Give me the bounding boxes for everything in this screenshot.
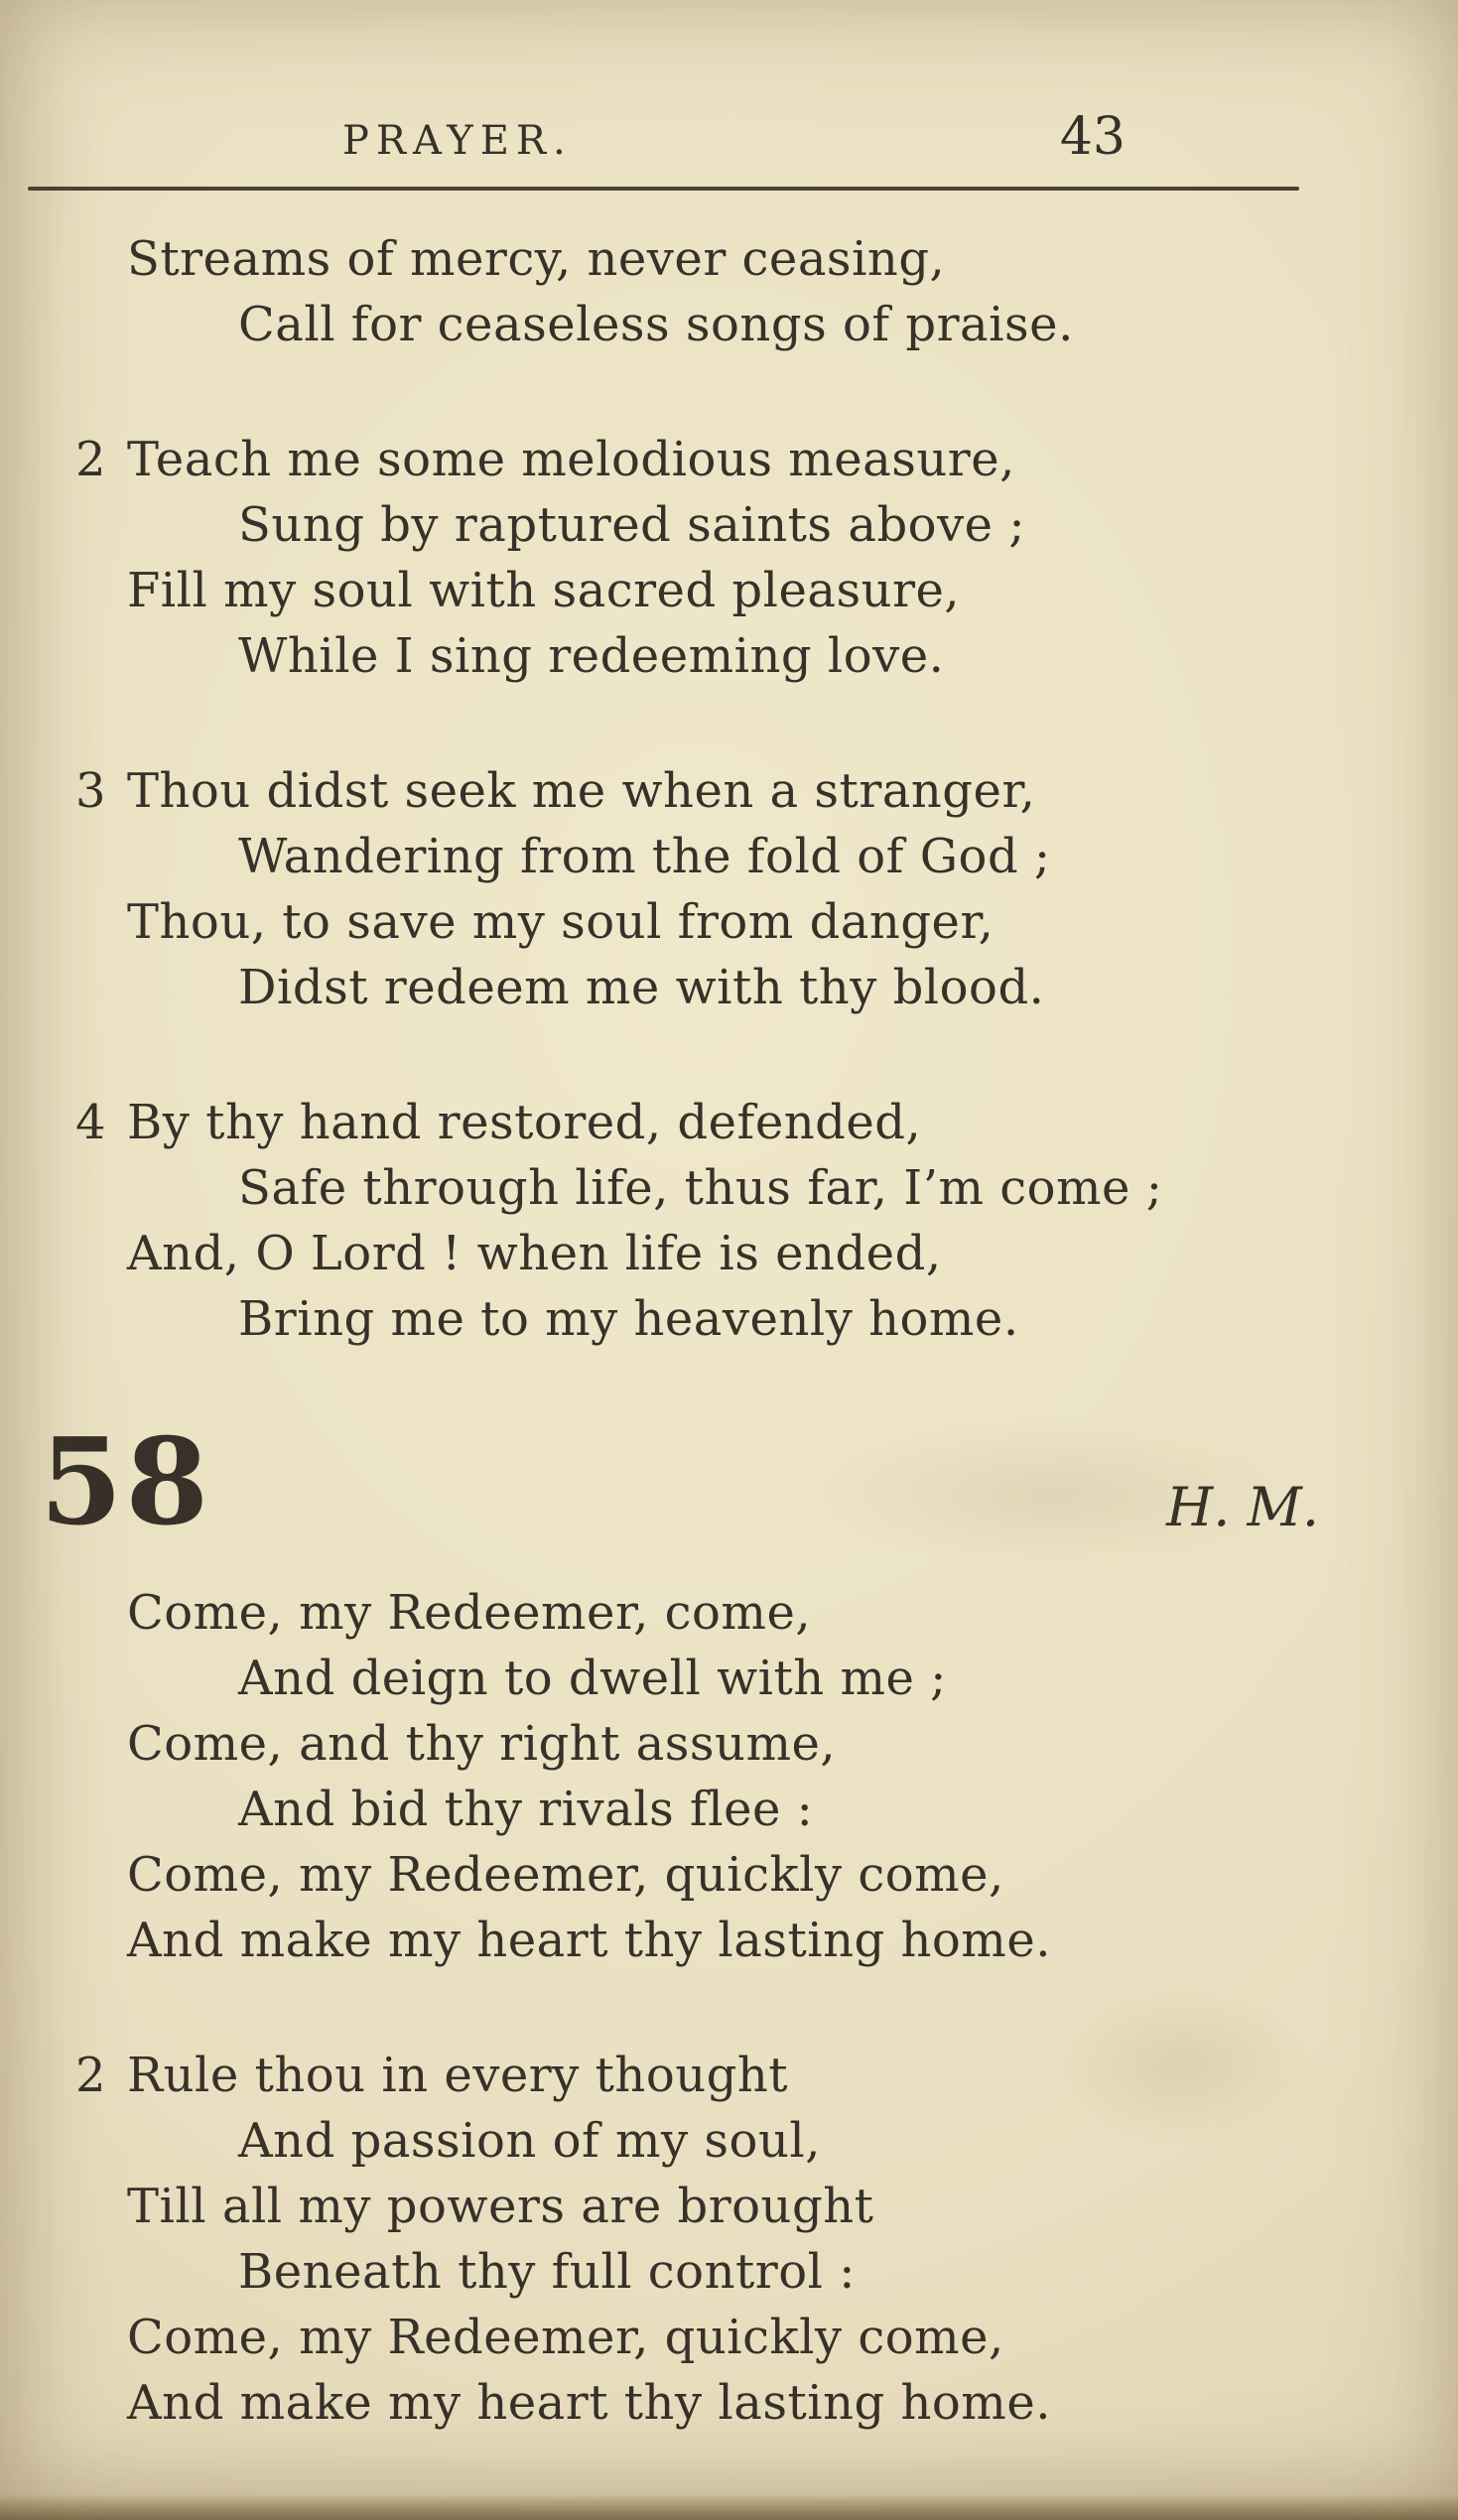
- hymn-heading: [40, 1412, 1319, 1552]
- verse-line: Safe through life, thus far, I’m come ;: [238, 1160, 1163, 1216]
- page-bottom-edge: [0, 2494, 1458, 2520]
- verse-line: And make my heart thy lasting home.: [127, 1913, 1051, 1968]
- verse-line: And bid thy rivals flee :: [238, 1782, 814, 1837]
- stanza-number: 2: [75, 432, 106, 487]
- stanza: [75, 427, 1309, 689]
- verse-line: And passion of my soul,: [238, 2113, 821, 2169]
- verse-line: Come, my Redeemer, quickly come,: [127, 2310, 1004, 2365]
- verse-line: And make my heart thy lasting home.: [127, 2375, 1051, 2431]
- verse-line: Didst redeem me with thy blood.: [238, 960, 1045, 1015]
- verse-line: Wandering from the fold of God ;: [238, 829, 1051, 884]
- verse-line: Thou, to save my soul from danger,: [127, 894, 994, 950]
- hymn-continued-stanzas: [75, 226, 1309, 1352]
- verse-line: Call for ceaseless songs of praise.: [238, 297, 1074, 352]
- verse-line: Beneath thy full control :: [238, 2244, 856, 2300]
- stanza-number: 4: [75, 1095, 106, 1150]
- verse-line: Streams of mercy, never ceasing,: [127, 231, 946, 287]
- verse-line: And deign to dwell with me ;: [238, 1651, 947, 1706]
- verse-line: Teach me some melodious measure,: [127, 432, 1015, 487]
- verse-line: Come, my Redeemer, come,: [127, 1585, 812, 1641]
- hymn-meter: H. M.: [1166, 1476, 1319, 1538]
- verse-line: Come, and thy right assume,: [127, 1716, 837, 1772]
- stanza-number: 2: [75, 2048, 106, 2103]
- hymn-58-stanzas: [75, 1580, 1309, 2436]
- verse-line: Rule thou in every thought: [127, 2048, 789, 2103]
- stanza: [75, 1090, 1309, 1352]
- page-header: [0, 0, 1458, 167]
- verse-line: By thy hand restored, defended,: [127, 1095, 922, 1150]
- stanza: [75, 758, 1309, 1020]
- page-number: 43: [1059, 107, 1126, 167]
- verse-line: Sung by raptured saints above ;: [238, 497, 1026, 553]
- verse-line: And, O Lord ! when life is ended,: [127, 1226, 942, 1281]
- hymn-number: 58: [40, 1412, 211, 1552]
- stanza: [75, 2043, 1309, 2436]
- running-title: PRAYER.: [342, 118, 573, 164]
- header-rule: [28, 187, 1299, 191]
- verse-line: Till all my powers are brought: [127, 2179, 874, 2234]
- stanza: [127, 1580, 1309, 1973]
- verse-line: Thou didst seek me when a stranger,: [127, 763, 1036, 819]
- stanza: [127, 226, 1309, 357]
- verse-area: [0, 226, 1458, 2436]
- stanza-number: 3: [75, 763, 106, 819]
- verse-line: While I sing redeeming love.: [238, 628, 945, 684]
- verse-line: Fill my soul with sacred pleasure,: [127, 563, 961, 618]
- verse-line: Bring me to my heavenly home.: [238, 1291, 1019, 1347]
- verse-line: Come, my Redeemer, quickly come,: [127, 1847, 1004, 1903]
